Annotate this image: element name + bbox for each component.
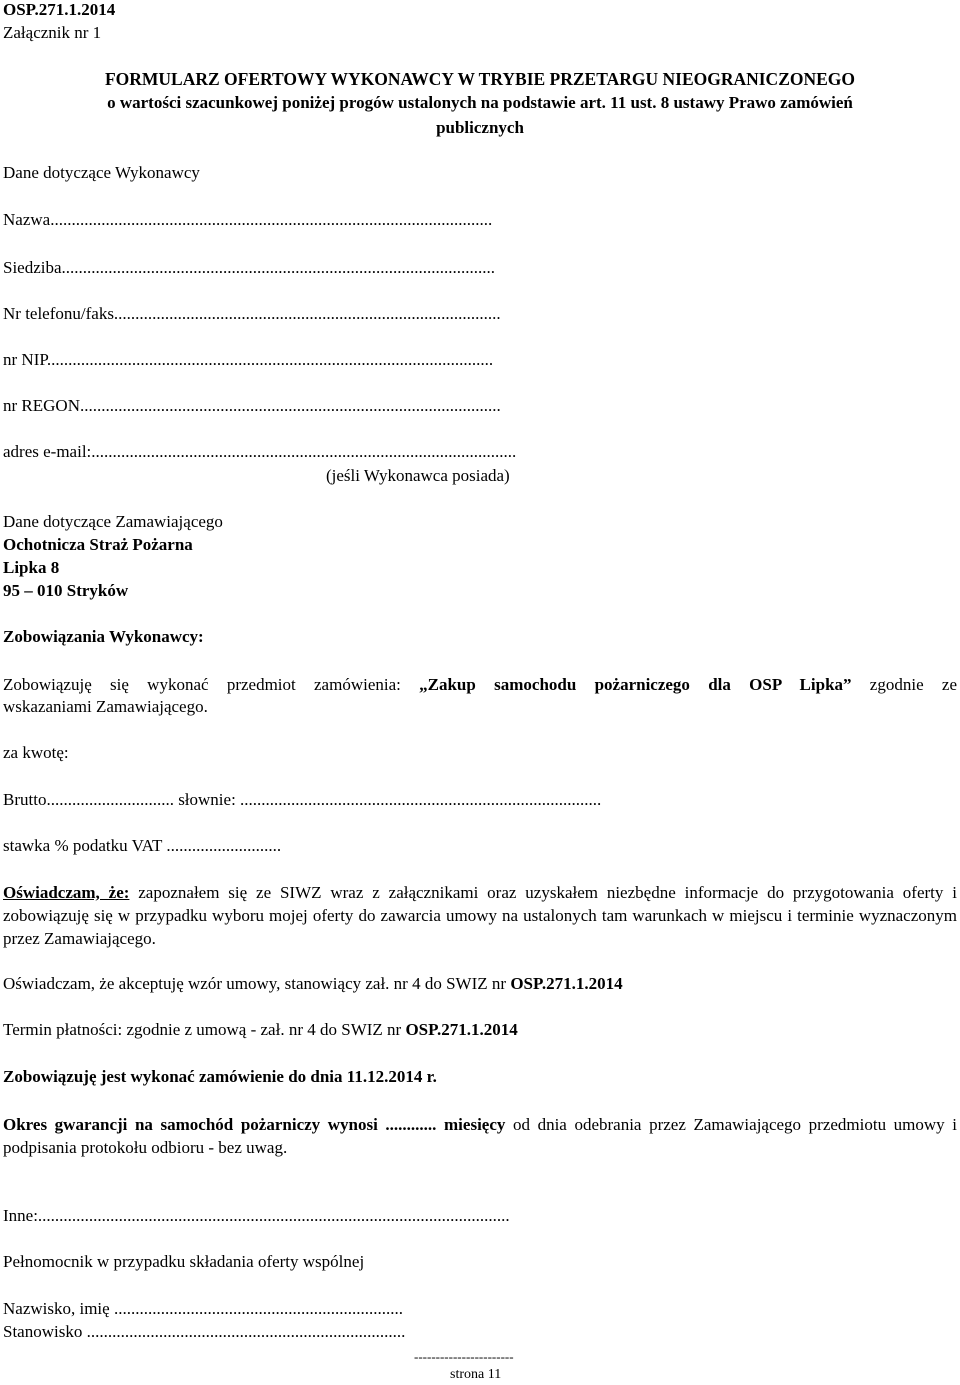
warranty-lead: Okres gwarancji na samochód pożarniczy wynosi ............ miesięcy [3, 1115, 506, 1134]
obligation-paragraph-1 [3, 673, 957, 696]
obligation-paragraph-1-end: wskazaniami Zamawiającego. [3, 697, 208, 716]
contract-acceptance-ref: OSP.271.1.2014 [510, 974, 623, 993]
page-number: strona 11 [450, 1367, 502, 1382]
other-field: Inne:............................................................................................................... [3, 1206, 510, 1225]
declaration-text: zapoznałem się ze SIWZ wraz z załącznikami oraz uzyskałem niezbędne informacje do przygotowania oferty i zobowiązuję się w przypadku wyboru mojej oferty do zawarcia umowy na ustalonych tam warunkach w miejscu i terminie wyznaczonym przez Zamawiającego. [3, 883, 957, 948]
obligations-heading: Zobowiązania Wykonawcy: [3, 627, 204, 646]
footer-separator: ----------------------- [414, 1349, 514, 1364]
payment-terms-text: Termin płatności: zgodnie z umową - zał. nr 4 do SWIZ nr [3, 1020, 406, 1039]
form-title: FORMULARZ OFERTOWY WYKONAWCY W TRYBIE PRZETARGU NIEOGRANICZONEGO [104, 69, 856, 89]
client-city: 95 – 010 Stryków [3, 581, 129, 600]
contract-acceptance-text: Oświadczam, że akceptuję wzór umowy, stanowiący zał. nr 4 do SWIZ nr [3, 974, 511, 993]
vat-field: stawka % podatku VAT ........................... [3, 836, 282, 855]
contract-acceptance [3, 974, 623, 994]
contractor-regon-field: nr REGON................................................................................................... [3, 396, 501, 415]
header-ref: OSP.271.1.2014 [3, 0, 116, 19]
warranty-paragraph [3, 1113, 957, 1159]
form-subtitle-cont: publicznych [436, 118, 524, 137]
contractor-phone-field: Nr telefonu/faks........................................................................................... [3, 304, 501, 323]
contractor-seat-field: Siedziba...................................................................................................... [3, 258, 496, 277]
contractor-heading: Dane dotyczące Wykonawcy [3, 163, 200, 182]
declaration-lead: Oświadczam, że: [3, 883, 130, 902]
contractor-email-field: adres e-mail:.................................................................................................... [3, 442, 517, 461]
deadline-statement: Zobowiązuję jest wykonać zamówienie do dnia 11.12.2014 r. [3, 1067, 437, 1086]
brutto-field: Brutto.............................. słownie: ..................................................................................... [3, 790, 602, 809]
form-subtitle: o wartości szacunkowej poniżej progów ustalonych na podstawie art. 11 ust. 8 ustawy Prawo zamówień [107, 93, 853, 112]
warranty-text: od dnia odebrania przez Zamawiającego przedmiotu umowy i podpisania protokołu odbioru - bez uwag. [3, 1115, 957, 1157]
order-subject: „Zakup samochodu pożarniczego dla OSP Lipka” [419, 675, 852, 694]
payment-terms [3, 1020, 518, 1040]
surname-field: Nazwisko, imię .................................................................... [3, 1299, 403, 1318]
declaration-paragraph [3, 881, 957, 950]
position-field: Stanowisko ........................................................................... [3, 1322, 406, 1341]
client-street: Lipka 8 [3, 558, 60, 577]
client-name: Ochotnicza Straż Pożarna [3, 535, 193, 554]
obligation-text: Zobowiązuję się wykonać przedmiot zamówienia: [3, 675, 420, 694]
contractor-name-field: Nazwa........................................................................................................ [3, 210, 493, 229]
client-heading: Dane dotyczące Zamawiającego [3, 512, 223, 531]
header-attachment: Załącznik nr 1 [3, 23, 102, 42]
amount-label: za kwotę: [3, 743, 69, 762]
payment-terms-ref: OSP.271.1.2014 [405, 1020, 518, 1039]
contractor-nip-field: nr NIP......................................................................................................... [3, 350, 494, 369]
proxy-label: Pełnomocnik w przypadku składania oferty wspólnej [3, 1252, 365, 1271]
obligation-text-cont: zgodnie ze [851, 675, 957, 694]
contractor-email-note: (jeśli Wykonawca posiada) [326, 466, 510, 485]
